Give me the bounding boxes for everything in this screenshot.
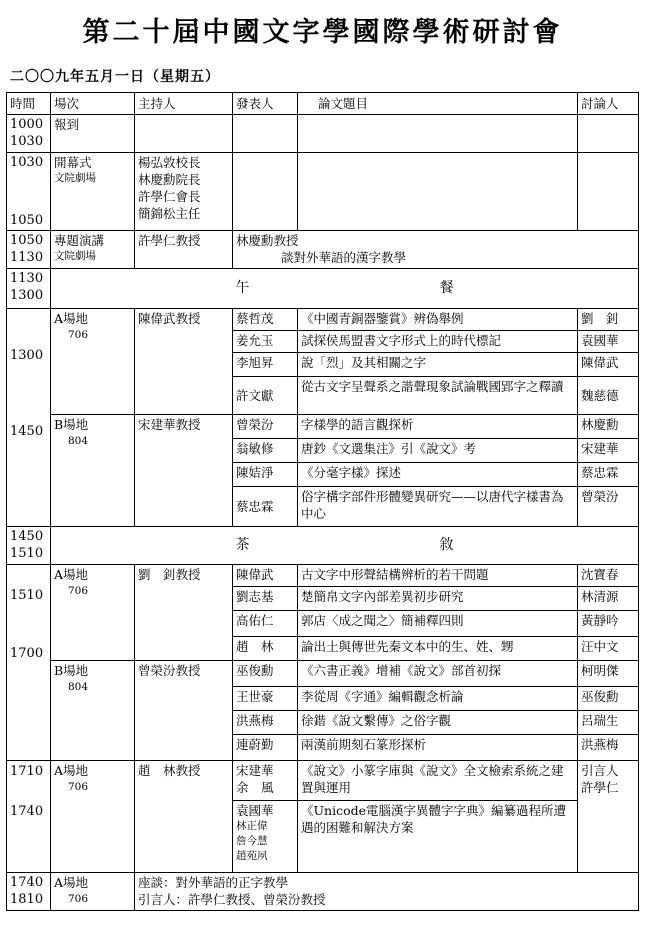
- presenter-cell: 陳姞淨: [233, 463, 298, 487]
- table-row: [7, 309, 639, 331]
- venue-cell: 專題演講 文院劇場: [51, 231, 135, 269]
- topic-cell: 說「烈」及其相關之字: [298, 353, 578, 377]
- presenter-cell: 蔡忠霖: [233, 487, 298, 527]
- row-opening: [7, 153, 639, 231]
- row-lunch: [7, 269, 639, 309]
- header-chair: 主持人: [135, 93, 233, 115]
- topic-cell: 從古文字呈聲系之諧聲現象試論戰國郢字之釋讀: [298, 377, 578, 415]
- header-presenter: 發表人: [233, 93, 298, 115]
- presenter-cell: 洪燕梅: [233, 711, 298, 735]
- presenter-cell: 姜允玉: [233, 331, 298, 353]
- discussant-cell: 呂瑞生: [578, 711, 639, 735]
- header-discussant: 討論人: [578, 93, 639, 115]
- discussant-cell: 引言人 許學仁: [578, 761, 639, 873]
- chair-cell: 許學仁教授: [135, 231, 233, 269]
- table-row: [7, 661, 639, 687]
- topic-cell: 論出土與傳世先秦文本中的生、姓、甥: [298, 637, 578, 661]
- header-row: [7, 93, 639, 115]
- time-cell: 1000 1030: [7, 115, 51, 153]
- presenter-cell: 李旭昇: [233, 353, 298, 377]
- table-row: [7, 761, 639, 801]
- presenter-cell: 趙 林: [233, 637, 298, 661]
- discussant-cell: 林慶勳: [578, 415, 639, 439]
- topic-cell: 唐鈔《文選集注》引《說文》考: [298, 439, 578, 463]
- presenter-cell: 高佑仁: [233, 611, 298, 637]
- time-cell: 1740 1810: [7, 873, 51, 911]
- forum-cell: 座談：對外華語的正字教學 引言人：許學仁教授、曾榮汾教授: [135, 873, 639, 911]
- date-line: 二〇〇九年五月一日（星期五）: [10, 69, 220, 85]
- table-row: [7, 565, 639, 587]
- discussant-cell: 林清源: [578, 587, 639, 611]
- topic-cell: 《說文》小篆字庫與《說文》全文檢索系統之建置與運用: [298, 761, 578, 801]
- presenter-cell: 陳偉武: [233, 565, 298, 587]
- time-cell: 1030 1050: [7, 153, 51, 231]
- page-title: 第二十屆中國文字學國際學術研討會: [82, 17, 563, 48]
- table-row: [7, 873, 639, 911]
- table-row: [7, 415, 639, 439]
- tea-cell: 茶 敘: [51, 527, 639, 565]
- topic-cell: 《中國青銅器鑒賞》辨偽舉例: [298, 309, 578, 331]
- topic-cell: 郭店〈成之聞之〉簡補釋四則: [298, 611, 578, 637]
- topic-cell: 李從周《字通》編輯觀念析論: [298, 687, 578, 711]
- time-cell: 1710 1740: [7, 761, 51, 873]
- chair-cell: 楊弘敦校長 林慶勳院長 許學仁會長 簡錦松主任: [135, 153, 233, 231]
- presenter-cell: 許文獻: [233, 377, 298, 415]
- time-cell: 1300 1450: [7, 309, 51, 527]
- topic-cell: 古文字中形聲結構辨析的若干問題: [298, 565, 578, 587]
- time-cell: 1510 1700: [7, 565, 51, 761]
- header-topic: 論文題目: [298, 93, 578, 115]
- presenter-cell: 翁敏修: [233, 439, 298, 463]
- keynote-cell: 林慶勳教授 談對外華語的漢字教學: [233, 231, 639, 269]
- presenter-cell: 劉志基: [233, 587, 298, 611]
- presenter-cell: 袁國華 林正偉 詹今慧 趙苑夙: [233, 801, 298, 873]
- discussant-cell: 柯明傑: [578, 661, 639, 687]
- row-registration: [7, 115, 639, 153]
- topic-cell: 《分毫字樣》探述: [298, 463, 578, 487]
- venue-cell: B場地 804: [51, 415, 135, 527]
- row-keynote: [7, 231, 639, 269]
- topic-cell: 字樣學的語言觀探析: [298, 415, 578, 439]
- topic-cell: 《Unicode電腦漢字異體字字典》編纂過程所遭遇的困難和解決方案: [298, 801, 578, 873]
- chair-cell: 宋建華教授: [135, 415, 233, 527]
- discussant-cell: 黃靜吟: [578, 611, 639, 637]
- presenter-cell: 蔡哲茂: [233, 309, 298, 331]
- presenter-cell: 宋建華 余 風: [233, 761, 298, 801]
- discussant-cell: 汪中文: [578, 637, 639, 661]
- header-venue: 場次: [51, 93, 135, 115]
- time-cell: 1130 1300: [7, 269, 51, 309]
- discussant-cell: 曾榮汾: [578, 487, 639, 527]
- topic-cell: 俗字構字部件形體變異研究——以唐代字樣書為中心: [298, 487, 578, 527]
- discussant-cell: 宋建華: [578, 439, 639, 463]
- discussant-cell: 袁國華: [578, 331, 639, 353]
- discussant-cell: 魏慈德: [578, 377, 639, 415]
- discussant-cell: 劉 釗: [578, 309, 639, 331]
- topic-cell: 徐鍇《說文繫傳》之俗字觀: [298, 711, 578, 735]
- presenter-cell: 曾榮汾: [233, 415, 298, 439]
- chair-cell: 劉 釗教授: [135, 565, 233, 661]
- venue-cell: 報到: [51, 115, 135, 153]
- venue-cell: 開幕式 文院劇場: [51, 153, 135, 231]
- discussant-cell: 蔡忠霖: [578, 463, 639, 487]
- lunch-cell: 午 餐: [51, 269, 639, 309]
- schedule-table: [6, 92, 639, 911]
- topic-cell: 試探侯馬盟書文字形式上的時代標記: [298, 331, 578, 353]
- venue-cell: B場地 804: [51, 661, 135, 761]
- topic-cell: 兩漢前期刻石篆形探析: [298, 735, 578, 761]
- presenter-cell: 王世豪: [233, 687, 298, 711]
- chair-cell: 趙 林教授: [135, 761, 233, 873]
- row-tea-break: [7, 527, 639, 565]
- time-cell: 1450 1510: [7, 527, 51, 565]
- discussant-cell: 陳偉武: [578, 353, 639, 377]
- time-cell: 1050 1130: [7, 231, 51, 269]
- topic-cell: 《六書正義》增補《說文》部首初探: [298, 661, 578, 687]
- presenter-cell: 連蔚勤: [233, 735, 298, 761]
- discussant-cell: 沈寶春: [578, 565, 639, 587]
- topic-cell: 楚簡帛文字內部差異初步研究: [298, 587, 578, 611]
- chair-cell: 曾榮汾教授: [135, 661, 233, 761]
- venue-cell: A場地 706: [51, 309, 135, 415]
- venue-cell: A場地 706: [51, 761, 135, 873]
- chair-cell: 陳偉武教授: [135, 309, 233, 415]
- header-time: 時間: [7, 93, 51, 115]
- discussant-cell: 巫俊勳: [578, 687, 639, 711]
- venue-cell: A場地 706: [51, 873, 135, 911]
- presenter-cell: 巫俊勳: [233, 661, 298, 687]
- venue-cell: A場地 706: [51, 565, 135, 661]
- discussant-cell: 洪燕梅: [578, 735, 639, 761]
